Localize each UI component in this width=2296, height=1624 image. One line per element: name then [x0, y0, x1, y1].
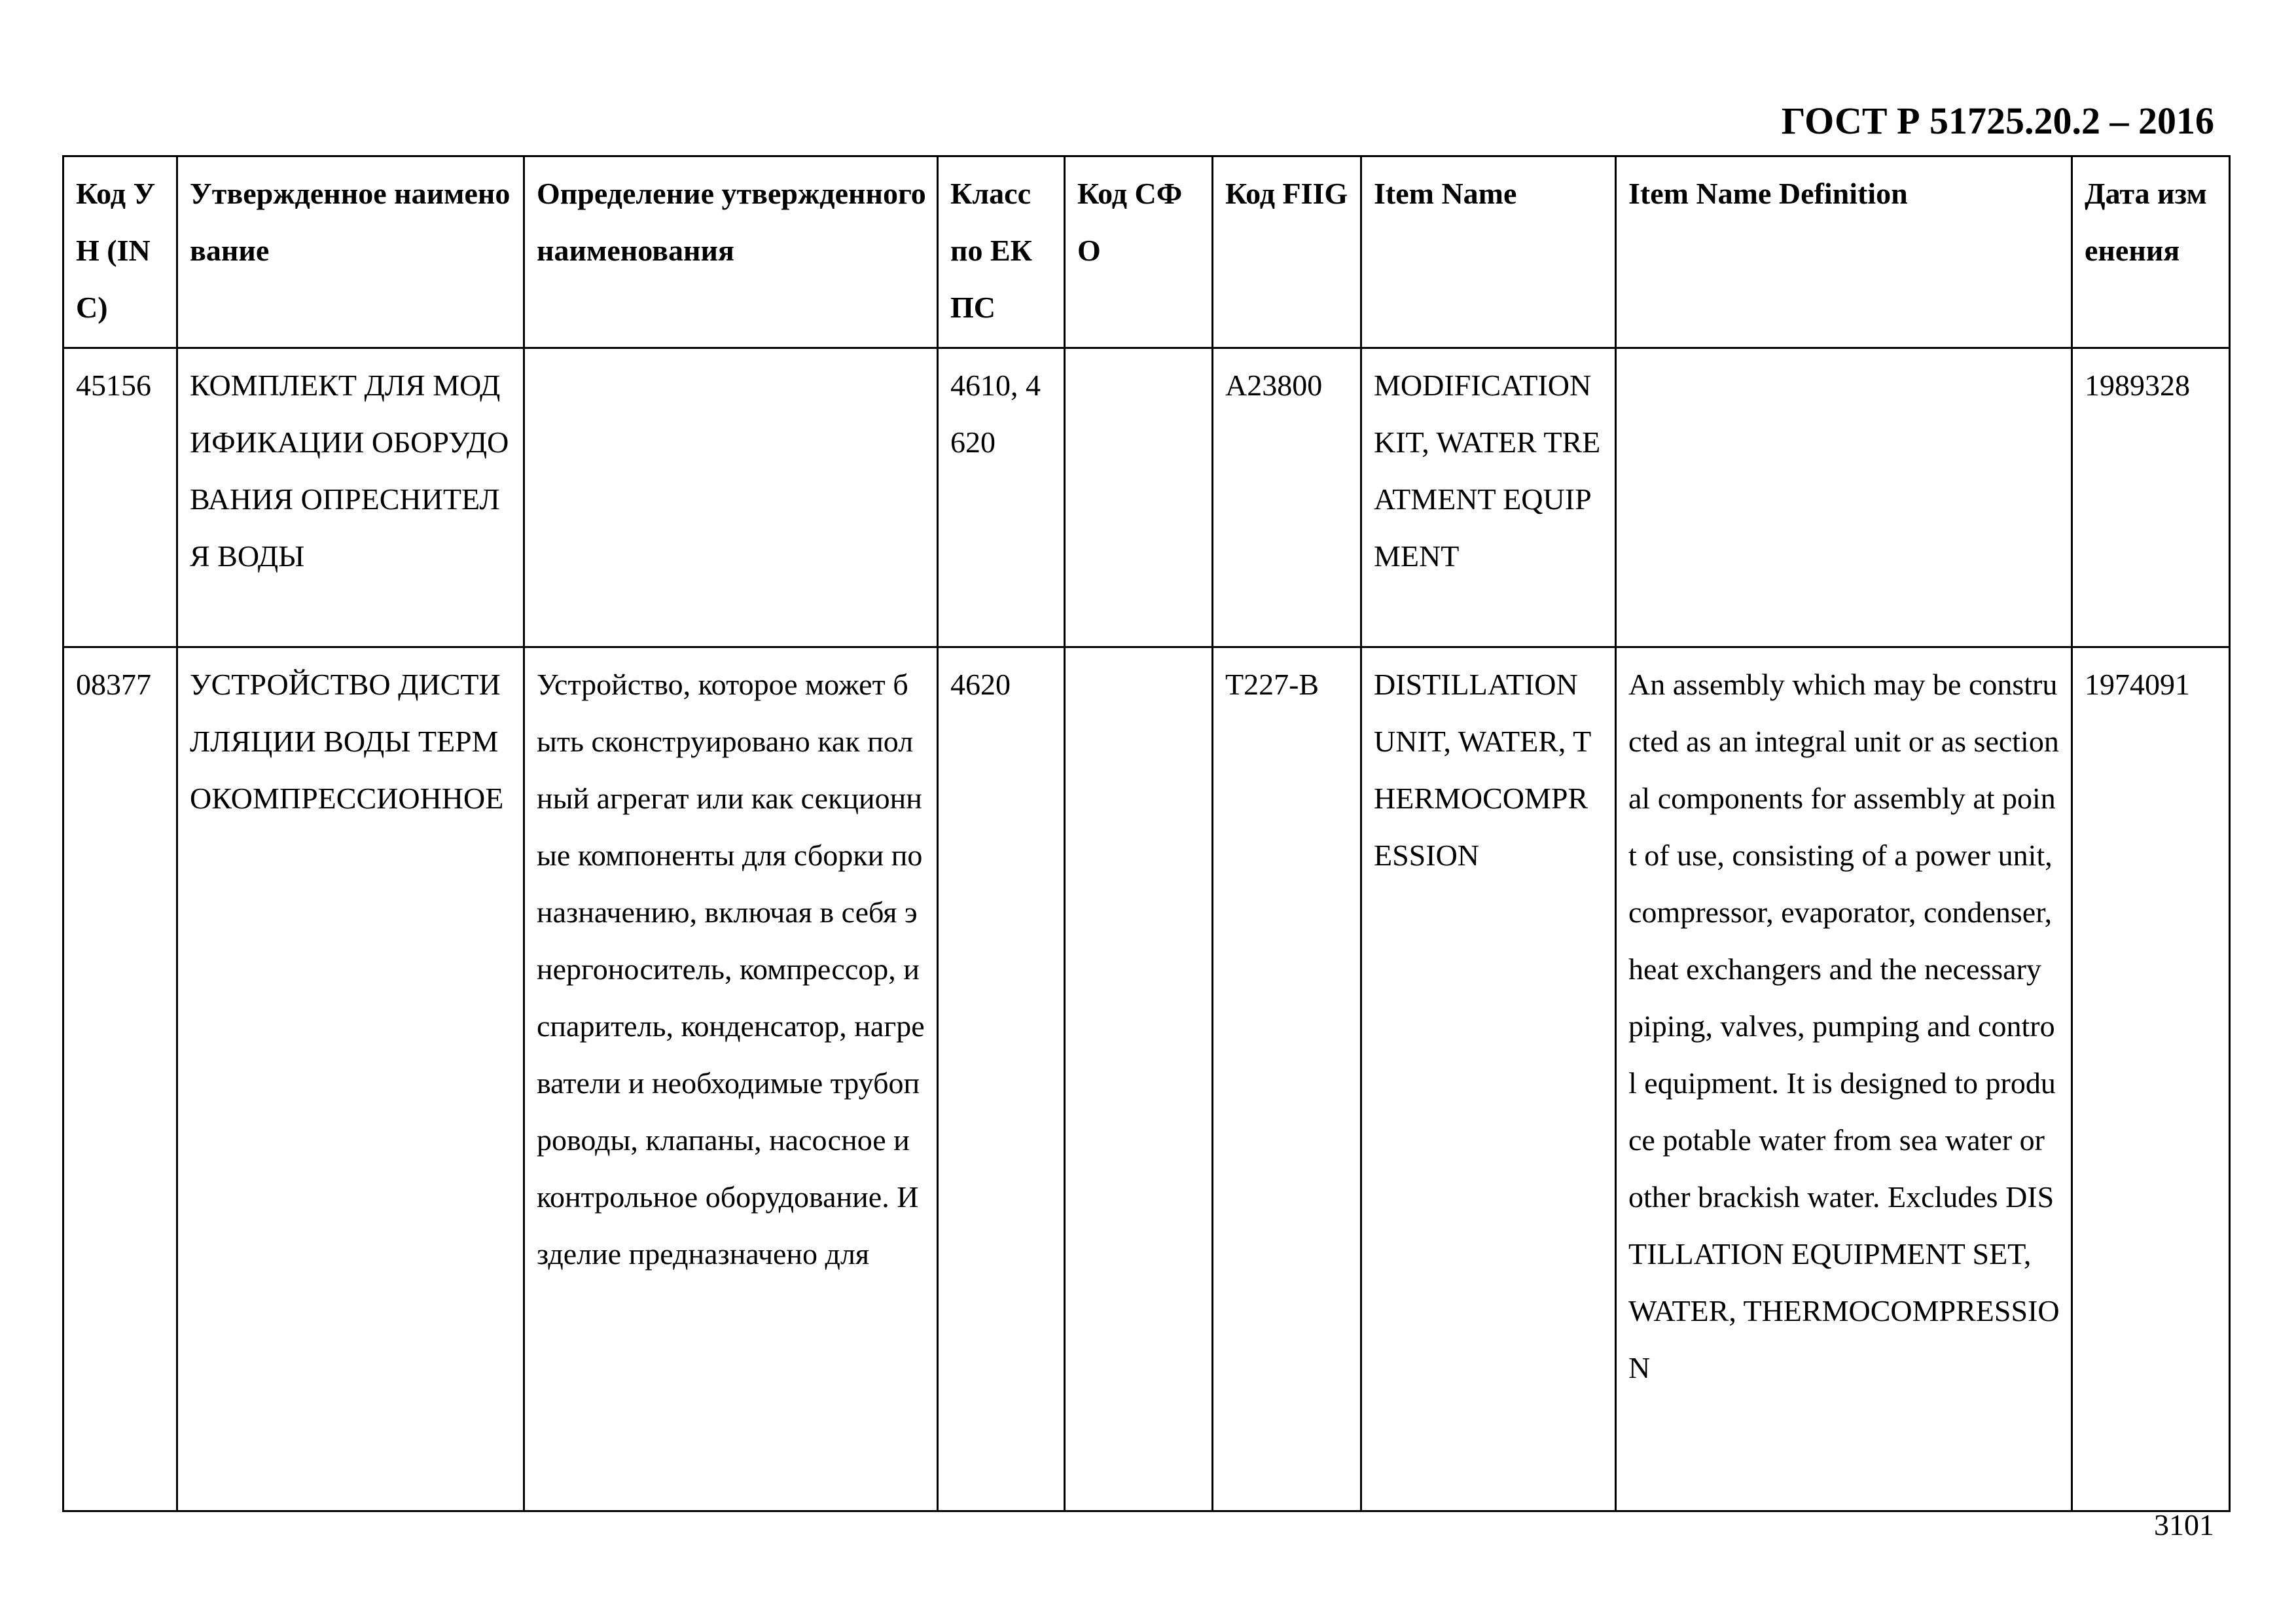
cell-sfo-code — [1065, 348, 1213, 647]
cell-item-name: DISTILLATION UNIT, WATER, THERMOCOMPRESSION — [1361, 647, 1616, 1511]
column-header-name-definition: Определение утвержденного наименования — [524, 156, 938, 348]
column-header-item-name-definition: Item Name Definition — [1616, 156, 2072, 348]
cell-approved-name: УСТРОЙСТВО ДИСТИЛЛЯЦИИ ВОДЫ ТЕРМОКОМПРЕССИОННОЕ — [177, 647, 524, 1511]
table-row — [63, 647, 2230, 1511]
cell-change-date: 1974091 — [2072, 647, 2230, 1511]
cell-name-definition — [524, 348, 938, 647]
cell-ekps-class: 4610, 4620 — [938, 348, 1065, 647]
item-names-table — [62, 155, 2231, 1512]
cell-approved-name: КОМПЛЕКТ ДЛЯ МОДИФИКАЦИИ ОБОРУДОВАНИЯ ОПРЕСНИТЕЛЯ ВОДЫ — [177, 348, 524, 647]
column-header-fiig-code: Код FIIG — [1213, 156, 1361, 348]
cell-ekps-class: 4620 — [938, 647, 1065, 1511]
cell-item-name-definition — [1616, 348, 2072, 647]
page-number: 3101 — [2154, 1508, 2214, 1542]
column-header-change-date: Дата изменения — [2072, 156, 2230, 348]
cell-fiig-code: T227-B — [1213, 647, 1361, 1511]
column-header-sfo-code: Код СФО — [1065, 156, 1213, 348]
column-header-ekps-class: Класс по ЕКПС — [938, 156, 1065, 348]
cell-item-name: MODIFICATION KIT, WATER TREATMENT EQUIPMENT — [1361, 348, 1616, 647]
cell-fiig-code: A23800 — [1213, 348, 1361, 647]
column-header-approved-name: Утвержденное наименование — [177, 156, 524, 348]
cell-change-date: 1989328 — [2072, 348, 2230, 647]
cell-sfo-code — [1065, 647, 1213, 1511]
column-header-inc: Код УН (INC) — [63, 156, 177, 348]
standard-title: ГОСТ Р 51725.20.2 – 2016 — [1781, 99, 2214, 142]
table-header-row — [63, 156, 2230, 348]
table-row — [63, 348, 2230, 647]
cell-item-name-definition: An assembly which may be constructed as an integral unit or as sectional components for assembly at point of use, consisting of a power unit, compressor, evaporator, condenser, heat exchangers and the necessary piping, valves, pumping and control equipment. It is designed to produce potable water from sea water or other brackish water. Excludes DISTILLATION EQUIPMENT SET, WATER, THERMOCOMPRESSION — [1616, 647, 2072, 1511]
column-header-item-name: Item Name — [1361, 156, 1616, 348]
cell-inc: 08377 — [63, 647, 177, 1511]
cell-name-definition: Устройство, которое может быть сконструировано как полный агрегат или как секционные компоненты для сборки по назначению, включая в себя энергоноситель, компрессор, испаритель, конденсатор, нагреватели и необходимые трубопроводы, клапаны, насосное и контрольное оборудование. Изделие предназначено для — [524, 647, 938, 1511]
cell-inc: 45156 — [63, 348, 177, 647]
